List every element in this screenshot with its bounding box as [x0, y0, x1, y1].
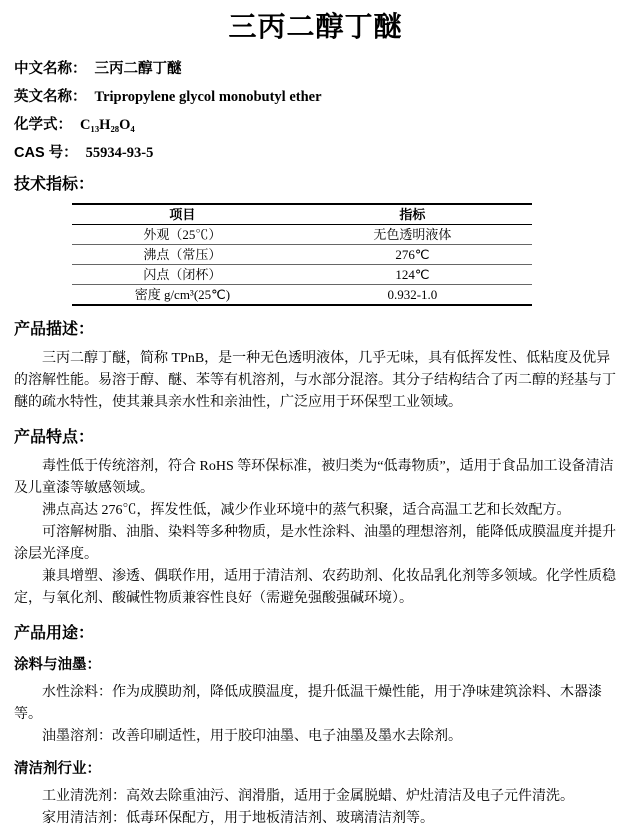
- section-heading-features: 产品特点：: [14, 429, 95, 446]
- meta-label: 中文名称：: [14, 61, 87, 77]
- subsection-heading-cleaners: 清洁剂行业：: [14, 761, 101, 777]
- meta-row-english-name: [14, 89, 617, 105]
- tech-specs-table: [72, 203, 532, 306]
- subsection-heading-coatings-inks: 涂料与油墨：: [14, 657, 101, 673]
- feature-paragraph: 毒性低于传统溶剂，符合 RoHS 等环保标准，被归类为“低毒物质”，适用于食品加工设备清洁及儿童漆等敏感领域。: [14, 459, 614, 496]
- meta-row-chinese-name: [14, 61, 617, 77]
- table-cell-value: 124℃: [293, 265, 532, 285]
- meta-value: 三丙二醇丁醚: [94, 61, 182, 77]
- table-header-item: 项目: [72, 204, 293, 225]
- use-paragraph: 油墨溶剂：改善印刷适性，用于胶印油墨、电子油墨及墨水去除剂。: [42, 729, 462, 744]
- use-paragraph: 工业清洗剂：高效去除重油污、润滑脂，适用于金属脱蜡、炉灶清洁及电子元件清洗。: [42, 789, 574, 804]
- table-cell-item: 闪点（闭杯）: [72, 265, 293, 285]
- use-paragraph: 水性涂料：作为成膜助剂，降低成膜温度，提升低温干燥性能，用于净味建筑涂料、木器漆等。: [14, 685, 602, 722]
- meta-value: C₁₃H₂₈O₄: [80, 117, 135, 133]
- table-cell-value: 无色透明液体: [293, 225, 532, 245]
- table-row: [72, 265, 532, 285]
- doc-title: 三丙二醇丁醚: [228, 11, 403, 42]
- meta-row-formula: [14, 117, 617, 133]
- meta-label: 英文名称：: [14, 89, 87, 105]
- table-cell-value: 276℃: [293, 245, 532, 265]
- meta-label: 化学式：: [14, 117, 72, 133]
- table-header-row: [72, 204, 532, 225]
- table-row: [72, 245, 532, 265]
- table-row: [72, 225, 532, 245]
- section-heading-description: 产品描述：: [14, 321, 95, 338]
- section-heading-uses: 产品用途：: [14, 625, 95, 642]
- feature-paragraph: 可溶解树脂、油脂、染料等多种物质，是水性涂料、油墨的理想溶剂，能降低成膜温度并提升涂层光泽度。: [14, 525, 616, 562]
- meta-block: [14, 61, 617, 161]
- table-cell-item: 沸点（常压）: [72, 245, 293, 265]
- table-cell-item: 密度 g/cm³(25℃): [134, 287, 231, 302]
- meta-row-cas: [14, 145, 617, 161]
- description-paragraph: 三丙二醇丁醚，简称 TPnB，是一种无色透明液体，几乎无味，具有低挥发性、低粘度及优异的溶解性能。易溶于醇、醚、苯等有机溶剂，与水部分混溶。其分子结构结合了丙二醇的羟基与丁醚的疏水特性，使其兼具亲水性和亲油性，广泛应用于环保型工业领域。: [14, 351, 616, 410]
- meta-value: 55934-93-5: [85, 145, 154, 161]
- table-header-spec: 指标: [293, 204, 532, 225]
- table-row: [72, 285, 532, 306]
- meta-label: CAS 号：: [14, 145, 78, 161]
- section-heading-tech-specs: 技术指标：: [14, 176, 95, 193]
- table-cell-value: 0.932-1.0: [387, 287, 438, 302]
- feature-paragraph: 兼具增塑、渗透、偶联作用，适用于清洁剂、农药助剂、化妆品乳化剂等多领域。化学性质稳定，与氧化剂、酸碱性物质兼容性良好（需避免强酸强碱环境）。: [14, 569, 616, 606]
- meta-value: Tripropylene glycol monobutyl ether: [94, 89, 322, 105]
- feature-paragraph: 沸点高达 276℃，挥发性低，减少作业环境中的蒸气积聚，适合高温工艺和长效配方。: [42, 503, 571, 518]
- table-cell-item: 外观（25℃）: [72, 225, 293, 245]
- use-paragraph: 家用清洁剂：低毒环保配方，用于地板清洁剂、玻璃清洁剂等。: [42, 811, 434, 826]
